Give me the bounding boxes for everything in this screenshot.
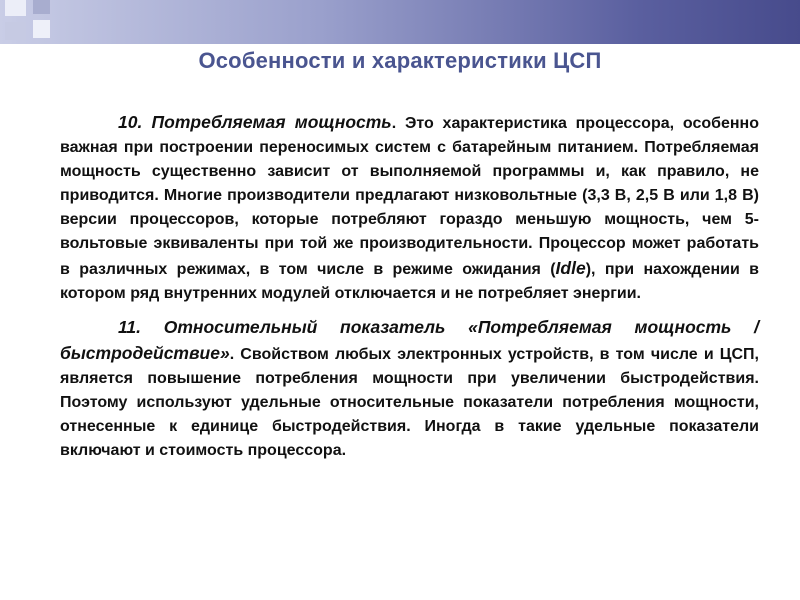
decor-square (5, 22, 26, 40)
paragraph-text: . Свойством любых электронных устройств, в том числе и ЦСП, является повышение потребления мощности при увеличении быстродействия. Поэтому используют удельные относительные показатели потребления мощности, отнесенные к единице быстродействия. Иногда в такие удельные показатели включают и стоимость процессора. (60, 346, 759, 459)
paragraph-text: . Это характеристика процессора, особенно важная при построении переносимых систем с батарейным питанием. Потребляемая мощность существенно зависит от выполняемой программы и, как правило, не приводится. Многие производители предлагают низковольтные (3,3 В, 2,5 В или 1,8 В) версии процессоров, которые потребляют гораздо меньшую мощность, чем 5-вольтовые эквиваленты при той же производительности. Процессор может работать в различных режимах, в том числе в режиме ожидания ( (60, 115, 759, 278)
idle-term: Idle (555, 258, 586, 278)
decor-square (33, 0, 50, 14)
decor-square (33, 20, 50, 38)
paragraph-heading: 10. Потребляемая мощность (118, 112, 392, 132)
slide-body (60, 110, 759, 463)
slide-title: Особенности и характеристики ЦСП (198, 48, 602, 73)
decor-square (5, 0, 26, 16)
paragraph-text: ), при нахождении в котором ряд внутренних модулей отключается и не потребляет энергии. (60, 261, 759, 302)
header-bar (0, 0, 800, 44)
paragraph-power-consumption (60, 110, 759, 306)
paragraph-power-performance-ratio (60, 315, 759, 463)
paragraph-heading: 11. Относительный показатель «Потребляемая мощность / быстродействие» (60, 317, 759, 363)
